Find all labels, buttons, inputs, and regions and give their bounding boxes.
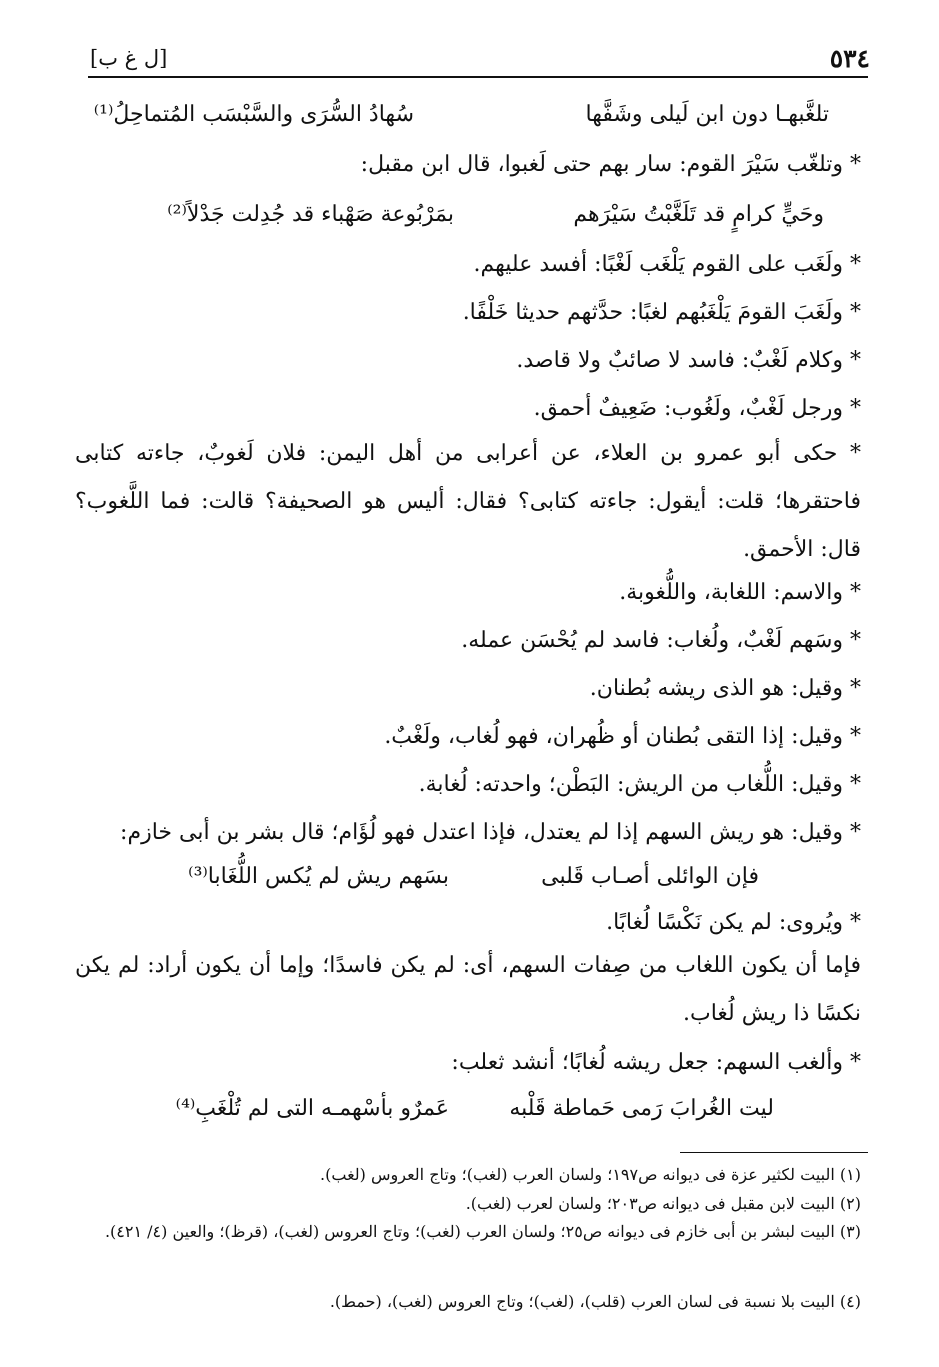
root-letters: [ل غ ب] <box>90 46 168 70</box>
footnote-2: (٢) البيت لابن مقبل فى ديوانه ص٢٠٣؛ ولسان لعرب (لغب). <box>465 1194 861 1213</box>
anecdote-paragraph: * حكى أبو عمرو بن العلاء، عن أعرابى من أهل اليمن: فلان لَغوبٌ، جاءته كتابى فاحتقرها؛ قلت: أيقول: جاءته كتابى؟ فقال: أليس هو الصحيفة؟ قالت: فما اللَّغوب؟ قال: الأحمق. <box>75 441 861 562</box>
entry-line-12: * ويُروى: لم يكن نَكْسًا لُغابًا. <box>606 910 861 935</box>
page-number: ٥٣٤ <box>829 44 870 73</box>
entry-line-5: * ورجل لَغْبٌ، ولَغُوب: ضَعِيفٌ أحمق. <box>533 396 861 421</box>
verse-4-second-hemistich: عَمرٌو بأسْهمـه التى لم تُلْغَبِ⁽⁴⁾ <box>175 1096 449 1121</box>
entry-line-8: * وقيل: هو الذى ريشه بُطنان. <box>589 676 861 701</box>
header-rule <box>88 76 868 78</box>
entry-line-9: * وقيل: إذا التقى بُطنان أو ظُهران، فهو لُغاب، ولَغْبٌ. <box>384 724 861 749</box>
entry-line-7: * وسَهم لَغْبٌ، ولُغاب: فاسد لم يُحْسَن عمله. <box>461 628 861 653</box>
entry-line-10: * وقيل: اللُّغاب من الريش: البَطْن؛ واحدته: لُغابة. <box>418 772 861 797</box>
entry-line-4: * وكلام لَغْبٌ: فاسد لا صائبٌ ولا قاصد. <box>516 348 861 373</box>
entry-line-2: * ولَغَب على القوم يَلْغَب لَغْبًا: أفسد عليهم. <box>473 252 861 277</box>
verse-3-first-hemistich: فإن الوائلى أصـاب قَلبى <box>541 864 759 889</box>
verse-1-second-hemistich: سُهادُ السُّرَى والسَّبْسَب المُتماحِلُ⁽¹⁾ <box>93 102 414 127</box>
entry-line-1: * وتلغّب سَيْرَ القوم: سار بهم حتى لَغبوا، قال ابن مقبل: <box>360 152 861 177</box>
explanation-paragraph: فإما أن يكون اللغاب من صِفات السهم، أى: لم يكن فاسدًا؛ وإما أن يكون أراد: لم يكن نكسًا ذا ريش لُغاب. <box>75 953 861 1026</box>
verse-3-second-hemistich: بسَهم ريش لم يُكس اللُّغَابا⁽³⁾ <box>188 864 449 889</box>
verse-2-second-hemistich: بمَرْبُوعة صَهْباء قد جُدِلت جَدْلاً⁽²⁾ <box>167 202 454 227</box>
footnote-1: (١) البيت لكثير عزة فى ديوانه ص١٩٧؛ ولسان العرب (لغب)؛ وتاج العروس (لغب). <box>320 1165 861 1184</box>
entry-line-13: * وألغب السهم: جعل ريشه لُغابًا؛ أنشد ثعلب: <box>451 1050 861 1075</box>
verse-1-first-hemistich: تلغَّبهـا دون ابن لَيلى وشَفَّها <box>585 102 829 127</box>
verse-4-first-hemistich: ليت الغُرابَ رَمى حَماطة قَلْبه <box>509 1096 774 1121</box>
page-header <box>90 44 870 78</box>
entry-line-11: * وقيل: هو ريش السهم إذا لم يعتدل، فإذا اعتدل فهو لُؤَام؛ قال بشر بن أبى خازم: <box>120 820 861 845</box>
footnote-3: (٣) البيت لبشر بن أبى خازم فى ديوانه ص٢٥؛ ولسان العرب (لغب)؛ وتاج العروس (لغب)، (قرظ)؛ والعين (٤/ ٤٢١). <box>104 1222 861 1241</box>
footnote-rule <box>680 1152 868 1153</box>
verse-2-first-hemistich: وحَيٍّ كرامٍ قد تَلَغَّبْتُ سَيْرَهم <box>573 202 824 227</box>
footnote-4: (٤) البيت بلا نسبة فى لسان العرب (قلب)، (لغب)؛ وتاج العروس (لغب)، (حمط). <box>329 1292 861 1311</box>
entry-line-6: * والاسم: اللغابة، واللُّغوبة. <box>619 580 861 605</box>
entry-line-3: * ولَغَبَ القومَ يَلْغَبُهم لغبًا: حدَّثهم حديثا خَلْفًا. <box>462 300 861 325</box>
